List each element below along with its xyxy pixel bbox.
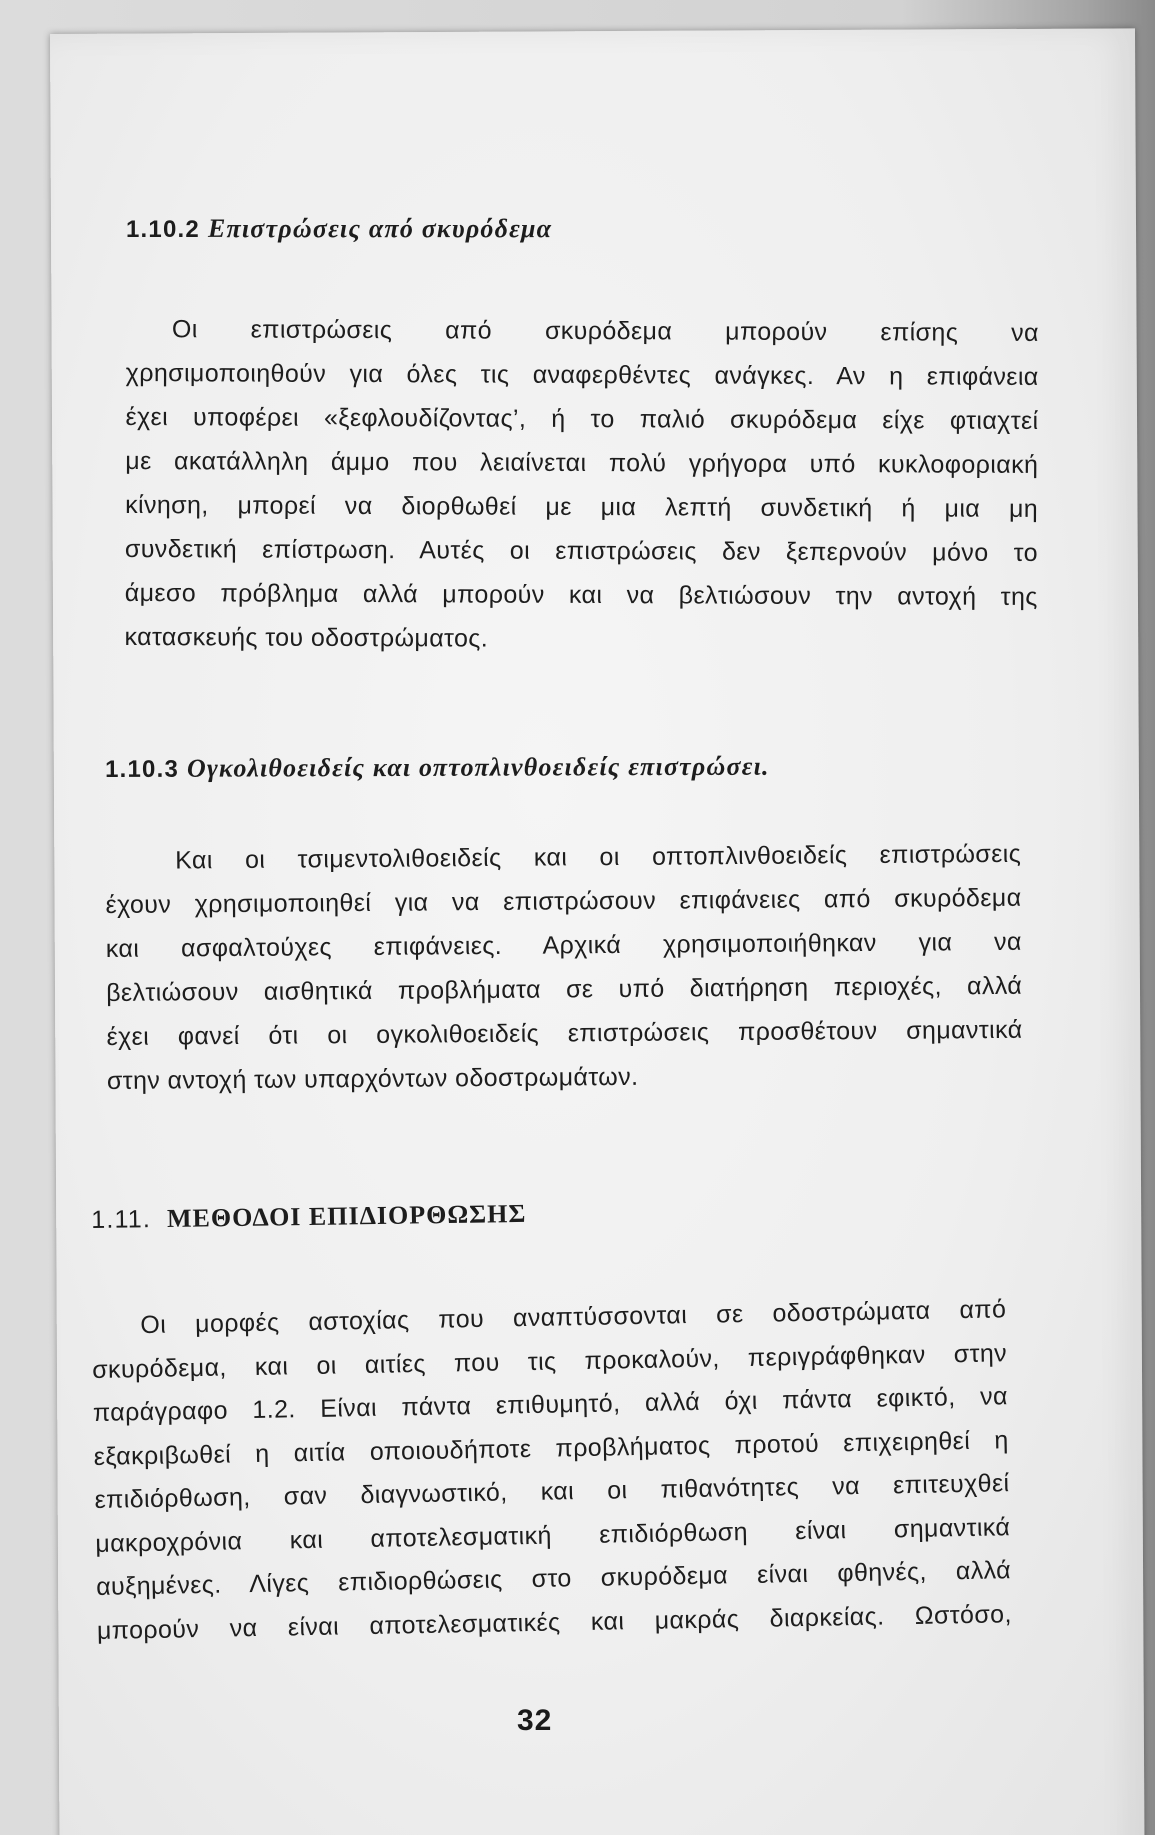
text-line: χρησιμοποιηθούν για όλες τις αναφερθέντες ανάγκες. Αν η επιφάνεια [125, 358, 1039, 391]
text-line: μακροχρόνια και αποτελεσματική επιδιόρθωση είναι σημαντικά [95, 1512, 1011, 1558]
section-number: 1.10.2 [126, 216, 200, 243]
text-line: σκυρόδεμα, και οι αιτίες που τις προκαλούν, περιγράφθηκαν στην [91, 1338, 1008, 1384]
section-heading [105, 750, 770, 787]
text-line: αυξημένες. Λίγες επιδιορθώσεις στο σκυρόδεμα είναι φθηνές, αλλά [95, 1556, 1012, 1601]
section-heading [126, 212, 552, 247]
text-line: επιδιόρθωση, σαν διαγνωστικό, και οι πιθανότητες να επιτευχθεί [94, 1469, 1010, 1514]
section-title: ΜΕΘΟΔΟΙ ΕΠΙΔΙΟΡΘΩΣΗΣ [166, 1198, 527, 1233]
section-title: Επιστρώσεις από σκυρόδεμα [207, 214, 553, 243]
text-line: με ακατάλληλη άμμο που λειαίνεται πολύ γρήγορα υπό κυκλοφοριακή [125, 446, 1039, 479]
text-line: έχει υποφέρει «ξεφλουδίζοντας’, ή το παλιό σκυρόδεμα είχε φτιαχτεί [125, 402, 1039, 435]
text-line: στην αντοχή των υπαρχόντων οδοστρωμάτων. [106, 1062, 639, 1095]
text-line: βελτιώσουν αισθητικά προβλήματα σε υπό διατήρηση περιοχές, αλλά [106, 971, 1023, 1007]
text-line: άμεσο πρόβλημα αλλά μπορούν και να βελτιώσουν την αντοχή της [124, 578, 1038, 611]
section-number: 1.11. [91, 1205, 152, 1234]
page-number: 32 [517, 1704, 553, 1737]
text-line: έχει φανεί ότι οι ογκολιθοειδείς επιστρώσεις προσθέτουν σημαντικά [106, 1015, 1023, 1051]
paragraph [91, 1288, 1012, 1653]
text-line: Οι μορφές αστοχίας που αναπτύσσονται σε οδοστρώματα από [140, 1295, 1007, 1340]
text-line: συνδετική επίστρωση. Αυτές οι επιστρώσεις δεν ξεπερνούν μόνο το [124, 534, 1038, 567]
text-line: και ασφαλτούχες επιφάνειες. Αρχικά χρησιμοποιήθηκαν για να [105, 927, 1022, 963]
text-line: μπορούν να είναι αποτελεσματικές και μακράς διαρκείας. Ωστόσο, [96, 1599, 1013, 1645]
paragraph [105, 832, 1023, 1103]
paragraph [124, 307, 1039, 663]
text-line: Οι επιστρώσεις από σκυρόδεμα μπορούν επίσης να [171, 315, 1039, 347]
text-line: εξακριβωθεί η αιτία οποιουδήποτε προβλήματος προτού επιχειρηθεί η [93, 1425, 1009, 1471]
text-line: παράγραφο 1.2. Είναι πάντα επιθυμητό, αλλά όχι πάντα εφικτό, να [92, 1382, 1009, 1427]
text-line: Και οι τσιμεντολιθοειδείς και οι οπτοπλινθοειδείς επιστρώσεις [175, 839, 1022, 875]
section-number: 1.10.3 [105, 755, 180, 783]
text-line: έχουν χρησιμοποιηθεί για να επιστρώσουν επιφάνειες από σκυρόδεμα [105, 883, 1022, 919]
section-title: Ογκολιθοειδείς και οπτοπλινθοειδείς επιστρώσει. [186, 751, 770, 783]
section-heading [91, 1197, 527, 1237]
text-line: κατασκευής του οδοστρώματος. [124, 622, 489, 653]
text-line: κίνηση, μπορεί να διορθωθεί με μια λεπτή συνδετική ή μια μη [125, 490, 1039, 523]
